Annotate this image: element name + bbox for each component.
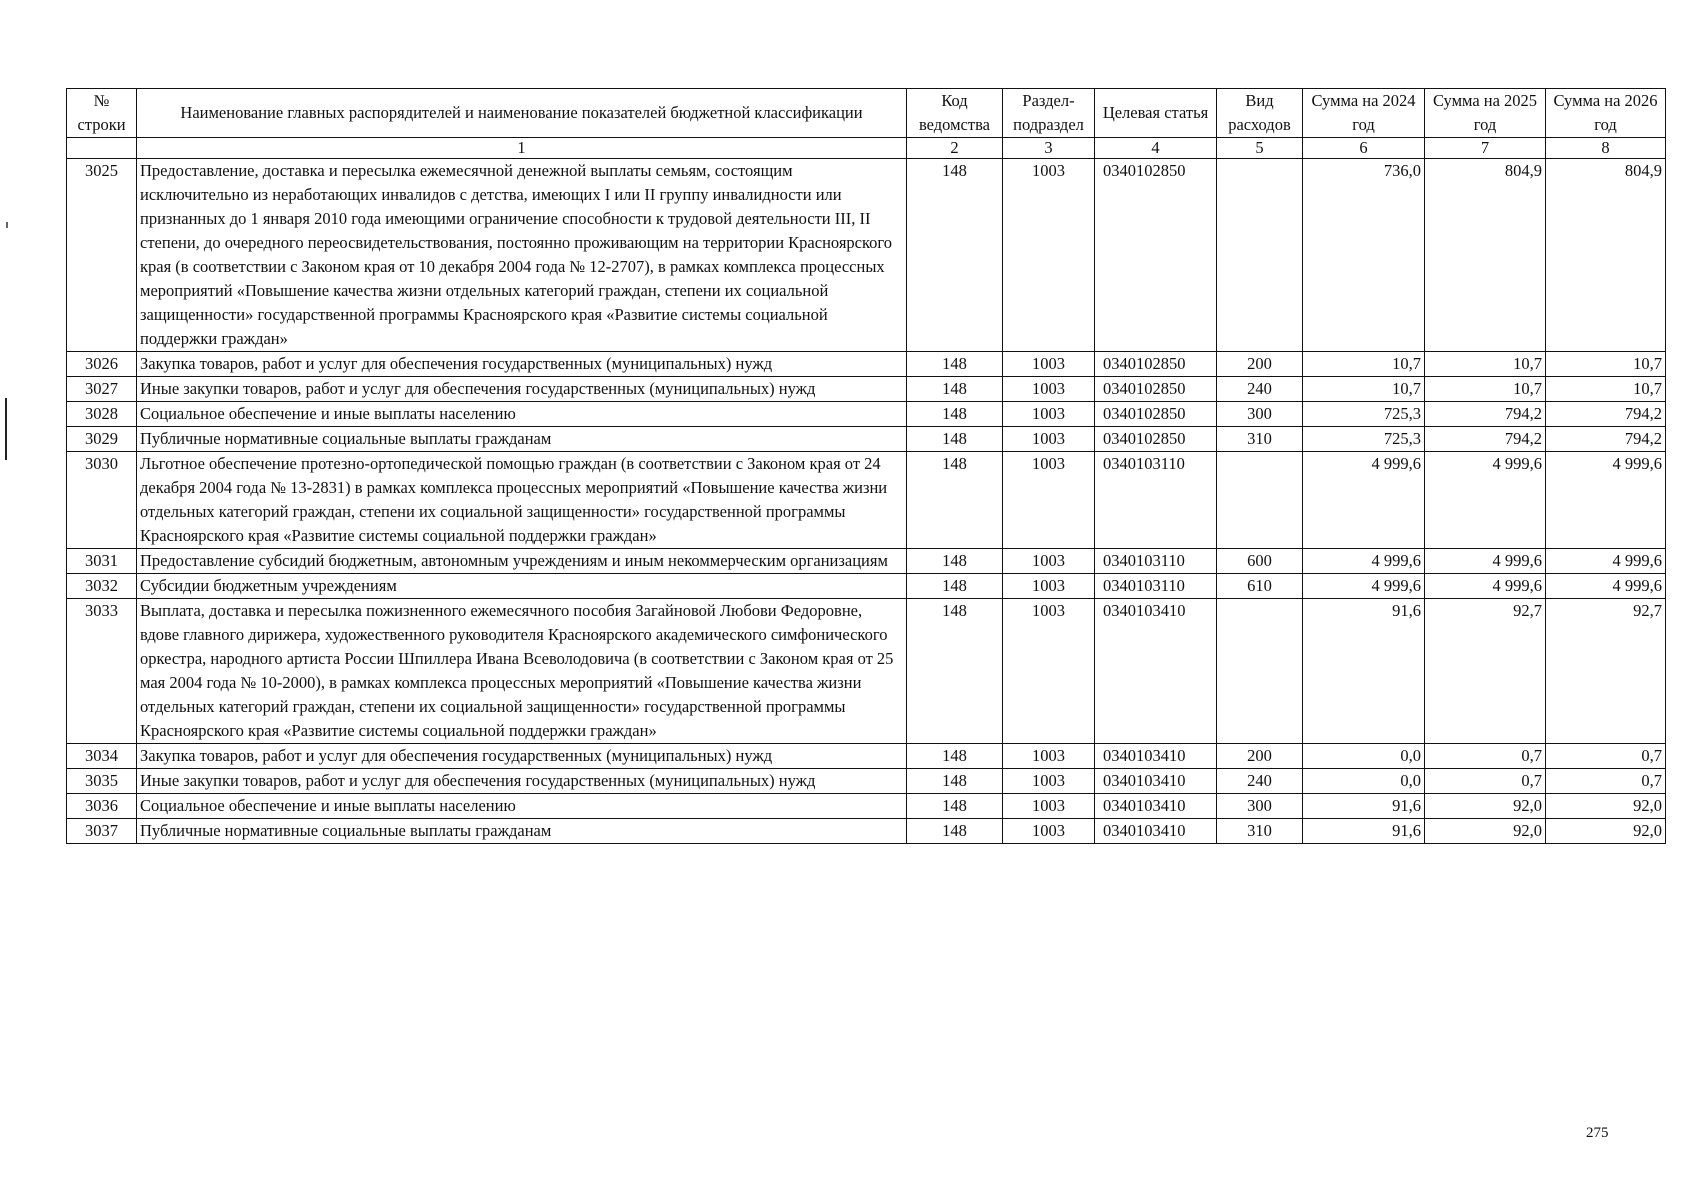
cell-name: Социальное обеспечение и иные выплаты населению	[137, 402, 907, 427]
margin-scan-mark	[6, 222, 8, 228]
cell-name: Субсидии бюджетным учреждениям	[137, 574, 907, 599]
cell-row-no: 3026	[67, 352, 137, 377]
cell-sum-2026: 794,2	[1546, 427, 1666, 452]
cell-sum-2026: 10,7	[1546, 352, 1666, 377]
cell-sum-2024: 4 999,6	[1303, 574, 1425, 599]
cell-target-article: 0340103410	[1095, 819, 1217, 844]
cell-razdel: 1003	[1003, 352, 1095, 377]
cell-target-article: 0340102850	[1095, 427, 1217, 452]
cell-razdel: 1003	[1003, 427, 1095, 452]
cell-sum-2025: 10,7	[1425, 352, 1546, 377]
cell-target-article: 0340103410	[1095, 769, 1217, 794]
cell-sum-2026: 92,0	[1546, 819, 1666, 844]
cell-ved: 148	[907, 427, 1003, 452]
cell-sum-2024: 91,6	[1303, 794, 1425, 819]
header-name: Наименование главных распорядителей и наименование показателей бюджетной классификации	[137, 89, 907, 138]
column-number-row	[67, 138, 1666, 159]
cell-row-no: 3029	[67, 427, 137, 452]
header-expense-type: Вид расходов	[1217, 89, 1303, 138]
table-row	[67, 352, 1666, 377]
cell-sum-2025: 10,7	[1425, 377, 1546, 402]
cell-ved: 148	[907, 599, 1003, 744]
cell-expense-type: 310	[1217, 427, 1303, 452]
header-ved: Код ведомства	[907, 89, 1003, 138]
margin-scan-mark	[5, 398, 7, 460]
cell-expense-type: 240	[1217, 377, 1303, 402]
cell-target-article: 0340102850	[1095, 377, 1217, 402]
cell-name: Публичные нормативные социальные выплаты гражданам	[137, 819, 907, 844]
table-row	[67, 549, 1666, 574]
cell-name: Иные закупки товаров, работ и услуг для обеспечения государственных (муниципальных) нужд	[137, 769, 907, 794]
cell-ved: 148	[907, 159, 1003, 352]
table-row	[67, 744, 1666, 769]
cell-name: Публичные нормативные социальные выплаты гражданам	[137, 427, 907, 452]
table-row	[67, 574, 1666, 599]
cell-sum-2026: 4 999,6	[1546, 574, 1666, 599]
cell-razdel: 1003	[1003, 794, 1095, 819]
cell-sum-2025: 4 999,6	[1425, 549, 1546, 574]
cell-sum-2025: 92,0	[1425, 819, 1546, 844]
cell-sum-2026: 0,7	[1546, 769, 1666, 794]
cell-expense-type: 240	[1217, 769, 1303, 794]
cell-sum-2026: 4 999,6	[1546, 549, 1666, 574]
table-row	[67, 427, 1666, 452]
cell-sum-2024: 0,0	[1303, 744, 1425, 769]
column-number: 2	[907, 138, 1003, 159]
cell-row-no: 3034	[67, 744, 137, 769]
cell-target-article: 0340102850	[1095, 352, 1217, 377]
cell-sum-2025: 4 999,6	[1425, 574, 1546, 599]
cell-sum-2025: 794,2	[1425, 427, 1546, 452]
table-row	[67, 769, 1666, 794]
cell-row-no: 3030	[67, 452, 137, 549]
table-row	[67, 159, 1666, 352]
cell-sum-2024: 4 999,6	[1303, 452, 1425, 549]
cell-ved: 148	[907, 819, 1003, 844]
cell-sum-2024: 10,7	[1303, 377, 1425, 402]
cell-sum-2024: 4 999,6	[1303, 549, 1425, 574]
cell-target-article: 0340103410	[1095, 794, 1217, 819]
cell-ved: 148	[907, 352, 1003, 377]
cell-name: Закупка товаров, работ и услуг для обеспечения государственных (муниципальных) нужд	[137, 744, 907, 769]
cell-row-no: 3032	[67, 574, 137, 599]
column-number	[67, 138, 137, 159]
cell-row-no: 3037	[67, 819, 137, 844]
cell-razdel: 1003	[1003, 574, 1095, 599]
cell-sum-2025: 92,7	[1425, 599, 1546, 744]
cell-razdel: 1003	[1003, 452, 1095, 549]
table-row	[67, 599, 1666, 744]
cell-ved: 148	[907, 452, 1003, 549]
column-number: 5	[1217, 138, 1303, 159]
cell-ved: 148	[907, 794, 1003, 819]
cell-ved: 148	[907, 549, 1003, 574]
header-row-no: № строки	[67, 89, 137, 138]
header-target-article: Целевая статья	[1095, 89, 1217, 138]
cell-expense-type: 300	[1217, 794, 1303, 819]
cell-expense-type: 610	[1217, 574, 1303, 599]
cell-target-article: 0340103110	[1095, 549, 1217, 574]
cell-target-article: 0340103110	[1095, 452, 1217, 549]
cell-sum-2024: 725,3	[1303, 427, 1425, 452]
cell-name: Выплата, доставка и пересылка пожизненного ежемесячного пособия Загайновой Любови Федоровне, вдове главного дирижера, художественного руководителя Красноярского академического симфонического оркестра, народного артиста России Шпиллера Ивана Всеволодовича (в соответствии с Законом края от 25 мая 2004 года № 10-2000), в рамках комплекса процессных мероприятий «Повышение качества жизни отдельных категорий граждан, степени их социальной защищенности» государственной программы Красноярского края «Развитие системы социальной поддержки граждан»	[137, 599, 907, 744]
page-number: 275	[1586, 1125, 1609, 1141]
table-row	[67, 452, 1666, 549]
header-sum-2025: Сумма на 2025 год	[1425, 89, 1546, 138]
cell-ved: 148	[907, 744, 1003, 769]
cell-name: Предоставление субсидий бюджетным, автономным учреждениям и иным некоммерческим организациям	[137, 549, 907, 574]
cell-row-no: 3035	[67, 769, 137, 794]
cell-razdel: 1003	[1003, 744, 1095, 769]
header-razdel: Раздел- подраздел	[1003, 89, 1095, 138]
cell-sum-2026: 92,7	[1546, 599, 1666, 744]
cell-razdel: 1003	[1003, 159, 1095, 352]
cell-razdel: 1003	[1003, 819, 1095, 844]
cell-row-no: 3033	[67, 599, 137, 744]
cell-row-no: 3025	[67, 159, 137, 352]
cell-sum-2024: 725,3	[1303, 402, 1425, 427]
cell-sum-2024: 10,7	[1303, 352, 1425, 377]
cell-name: Закупка товаров, работ и услуг для обеспечения государственных (муниципальных) нужд	[137, 352, 907, 377]
cell-sum-2026: 4 999,6	[1546, 452, 1666, 549]
cell-sum-2025: 4 999,6	[1425, 452, 1546, 549]
cell-name: Социальное обеспечение и иные выплаты населению	[137, 794, 907, 819]
table-row	[67, 402, 1666, 427]
cell-name: Льготное обеспечение протезно-ортопедической помощью граждан (в соответствии с Законом края от 24 декабря 2004 года № 13-2831) в рамках комплекса процессных мероприятий «Повышение качества жизни отдельных категорий граждан, степени их социальной защищенности» государственной программы Красноярского края «Развитие системы социальной поддержки граждан»	[137, 452, 907, 549]
header-row	[67, 89, 1666, 138]
column-number: 3	[1003, 138, 1095, 159]
cell-row-no: 3036	[67, 794, 137, 819]
cell-razdel: 1003	[1003, 549, 1095, 574]
cell-target-article: 0340102850	[1095, 402, 1217, 427]
cell-expense-type: 310	[1217, 819, 1303, 844]
cell-razdel: 1003	[1003, 377, 1095, 402]
cell-expense-type: 600	[1217, 549, 1303, 574]
table-row	[67, 794, 1666, 819]
cell-name: Иные закупки товаров, работ и услуг для обеспечения государственных (муниципальных) нужд	[137, 377, 907, 402]
cell-ved: 148	[907, 402, 1003, 427]
cell-sum-2025: 0,7	[1425, 744, 1546, 769]
cell-expense-type	[1217, 599, 1303, 744]
budget-table	[66, 88, 1666, 844]
cell-target-article: 0340102850	[1095, 159, 1217, 352]
cell-ved: 148	[907, 574, 1003, 599]
cell-target-article: 0340103410	[1095, 744, 1217, 769]
column-number: 7	[1425, 138, 1546, 159]
cell-row-no: 3028	[67, 402, 137, 427]
cell-sum-2026: 804,9	[1546, 159, 1666, 352]
cell-razdel: 1003	[1003, 599, 1095, 744]
cell-expense-type: 200	[1217, 744, 1303, 769]
column-number: 1	[137, 138, 907, 159]
cell-sum-2026: 0,7	[1546, 744, 1666, 769]
cell-sum-2025: 794,2	[1425, 402, 1546, 427]
cell-ved: 148	[907, 769, 1003, 794]
cell-row-no: 3027	[67, 377, 137, 402]
header-sum-2026: Сумма на 2026 год	[1546, 89, 1666, 138]
cell-sum-2025: 92,0	[1425, 794, 1546, 819]
cell-ved: 148	[907, 377, 1003, 402]
cell-sum-2026: 10,7	[1546, 377, 1666, 402]
cell-target-article: 0340103410	[1095, 599, 1217, 744]
column-number: 4	[1095, 138, 1217, 159]
cell-sum-2024: 736,0	[1303, 159, 1425, 352]
column-number: 6	[1303, 138, 1425, 159]
cell-target-article: 0340103110	[1095, 574, 1217, 599]
cell-razdel: 1003	[1003, 769, 1095, 794]
cell-sum-2025: 804,9	[1425, 159, 1546, 352]
cell-razdel: 1003	[1003, 402, 1095, 427]
cell-expense-type: 200	[1217, 352, 1303, 377]
cell-expense-type	[1217, 159, 1303, 352]
column-number: 8	[1546, 138, 1666, 159]
cell-expense-type	[1217, 452, 1303, 549]
cell-sum-2024: 91,6	[1303, 819, 1425, 844]
cell-sum-2026: 794,2	[1546, 402, 1666, 427]
cell-sum-2025: 0,7	[1425, 769, 1546, 794]
cell-sum-2024: 0,0	[1303, 769, 1425, 794]
table-row	[67, 377, 1666, 402]
cell-sum-2024: 91,6	[1303, 599, 1425, 744]
table-row	[67, 819, 1666, 844]
table-body	[67, 159, 1666, 844]
cell-row-no: 3031	[67, 549, 137, 574]
header-sum-2024: Сумма на 2024 год	[1303, 89, 1425, 138]
cell-sum-2026: 92,0	[1546, 794, 1666, 819]
cell-name: Предоставление, доставка и пересылка ежемесячной денежной выплаты семьям, состоящим исключительно из неработающих инвалидов с детства, имеющих I или II группу инвалидности или признанных до 1 января 2010 года имеющими ограничение способности к трудовой деятельности III, II степени, до очередного переосвидетельствования, постоянно проживающим на территории Красноярского края (в соответствии с Законом края от 10 декабря 2004 года № 12-2707), в рамках комплекса процессных мероприятий «Повышение качества жизни отдельных категорий граждан, степени их социальной защищенности» государственной программы Красноярского края «Развитие системы социальной поддержки граждан»	[137, 159, 907, 352]
cell-expense-type: 300	[1217, 402, 1303, 427]
